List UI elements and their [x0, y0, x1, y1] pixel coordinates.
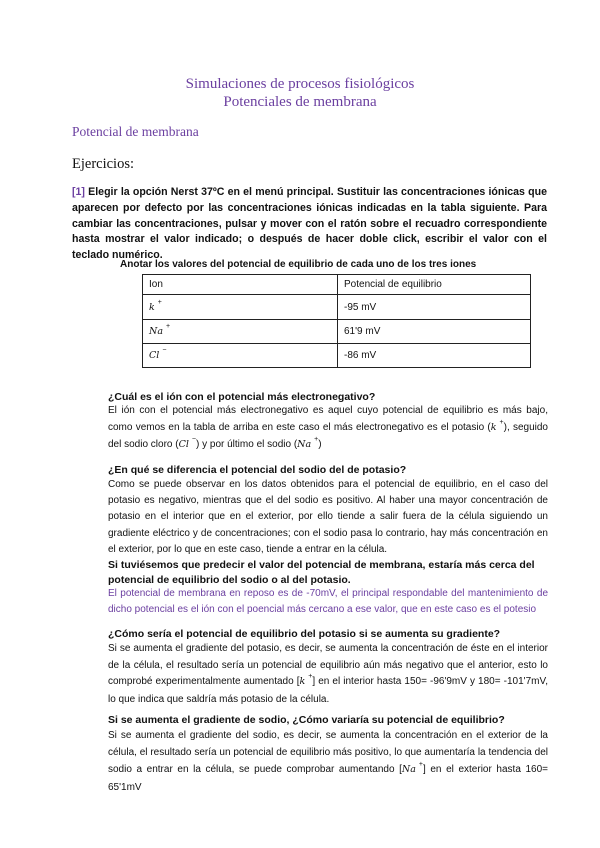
table-row [143, 344, 531, 368]
exercises-heading: Ejercicios: [72, 156, 135, 172]
table-row [143, 295, 531, 320]
ion-symbol: Na [401, 764, 416, 775]
ion-charge: + [165, 323, 171, 330]
question-4: ¿Cómo sería el potencial de equilibrio del potasio si se aumenta su gradiente? [108, 628, 501, 640]
table-header-ion: Ion [143, 275, 338, 295]
answer-2: Como se puede observar en los datos obtenidos para el potencial de equilibrio, en el caso del potasio es negativo, mientras que el del sodio es positivo. Al haber una mayor concentración de potasio en el interior que en el exterior, por ello tiende a salir fuera de la célula siguiendo un gradiente eléctrico y de concentraciones; con el sodio pasa lo contrario, hay más concentración en el exterior, por lo que en este caso, tiende a entrar en la célula. [108, 479, 548, 555]
page-title: Simulaciones de procesos fisiológicos [185, 76, 415, 92]
ion-symbol: k [299, 676, 306, 687]
exercise-text: Elegir la opción Nerst 37ºC en el menú principal. Sustituir las concentraciones iónicas que aparecen por defecto por las concentraciones iónicas indicadas en la tabla siguiente. Para cambiar las concentraciones, pulsar y mover con el ratón sobre el recuadro correspondiente hasta mostrar el valor indicado; o después de hacer doble click, escribir el valor con el teclado numérico. [72, 186, 547, 262]
question-5: Si se aumenta el gradiente de sodio, ¿Cómo variaría su potencial de equilibrio? [108, 714, 505, 726]
table-header-potential: Potencial de equilibrio [338, 275, 531, 295]
ion-symbol: k [149, 301, 155, 313]
potential-value: -95 mV [338, 295, 531, 320]
question-3: Si tuviésemos que predecir el valor del potencial de membrana, estaría más cerca del potencial de equilibrio del sodio o al del potasio. [108, 559, 535, 586]
answer-3: El potencial de membrana en reposo es de -70mV, el principal respondable del mantenimiento de dicho potencial es el ión con el poencial más cercano a ese valor, que en este caso es el potesio [108, 588, 548, 616]
ion-charge: − [162, 347, 167, 354]
answer-5: Si se aumenta el gradiente del sodio, es decir, se aumenta la concentración en el exterior de la célula, el resultado sería un potencial de equilibrio más positivo, lo que aumentaría la tendencia del sodio a entrar en la célula, se puede comprobar aumentando [Na +] en el exterior hasta 160= 65'1mV [108, 730, 548, 793]
table-row [143, 320, 531, 344]
ion-charge: + [157, 298, 162, 306]
ion-symbol: k [490, 421, 497, 433]
answer-4: Si se aumenta el gradiente del potasio, es decir, se aumenta la concentración de éste en el interior de la célula, el resultado sería un potencial de equilibrio aún más negativo que el anterior, esto lo comprobé experimentalmente aumentado [k +] en el interior hasta 150= -96'9mV y 180= -101'7mV, lo que indica que saldría más potasio de la célula. [108, 643, 548, 705]
ion-symbol: Cl [149, 350, 160, 361]
page-subtitle: Potenciales de membrana [223, 94, 377, 110]
question-2: ¿En qué se diferencia el potencial del sodio del de potasio? [108, 464, 407, 476]
answer-1: El ión con el potencial más electronegativo es aquel cuyo potencial de equilibrio es más bajo, como vemos en la tabla de arriba en este caso el más electronegativo es el potasio (k +), seguido del sodio cloro (Cl −) y por último el sodio (Na +) [108, 405, 548, 450]
question-1: ¿Cuál es el ión con el potencial más electronegativo? [108, 391, 376, 403]
ion-symbol: Cl [178, 439, 189, 450]
potential-value: -86 mV [338, 344, 531, 368]
exercise-1 [72, 185, 547, 264]
ion-symbol: Na [149, 326, 163, 337]
ions-table [142, 274, 531, 368]
section-title: Potencial de membrana [72, 124, 199, 139]
exercise-number: [1] [72, 186, 85, 198]
potential-value: 61'9 mV [338, 320, 531, 344]
table-header-row [143, 275, 531, 295]
table-caption: Anotar los valores del potencial de equilibrio de cada uno de los tres iones [120, 259, 477, 270]
ion-symbol: Na [297, 439, 312, 450]
